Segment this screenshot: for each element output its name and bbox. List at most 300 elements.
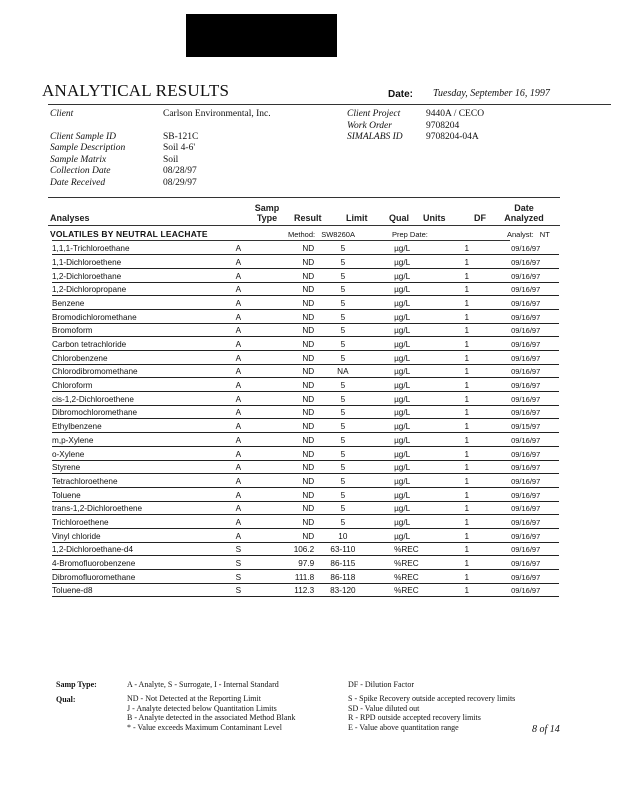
dilution-factor: 1 [441,323,492,337]
legend-qual-item: E - Value above quantitation range [348,722,459,732]
samp-type: A [214,501,263,515]
legend-qual-label: Qual: [56,695,76,704]
dilution-factor: 1 [441,542,492,556]
info-label: Sample Description [50,143,126,153]
qual-value [372,542,395,556]
result-value: ND [263,446,314,460]
result-value: ND [263,323,314,337]
analyst-label: Analyst: [507,230,534,239]
sample-info-left [50,109,330,189]
analyte-name: trans-1,2-Dichloroethene [52,501,214,515]
limit-value: 5 [314,433,371,447]
units-value: µg/L [394,419,441,433]
limit-value: 5 [314,351,371,365]
legend-qual-item: ND - Not Detected at the Reporting Limit [127,694,261,703]
result-value: ND [263,364,314,378]
col-header-analyses: Analyses [50,213,90,223]
date-analyzed: 09/16/97 [492,364,559,378]
limit-value: 5 [314,501,371,515]
result-value: ND [263,268,314,282]
samp-type: A [214,528,263,542]
analyte-name: 1,2-Dichloroethane [52,268,214,282]
qual-value [372,446,395,460]
limit-value: 5 [314,309,371,323]
analyte-name: Ethylbenzene [52,419,214,433]
info-value: Carlson Environmental, Inc. [163,109,271,119]
sample-info-right [347,109,587,144]
result-value: 111.8 [263,570,314,584]
table-row [52,351,559,365]
samp-type: A [214,405,263,419]
table-row [52,364,559,378]
analyte-name: Dibromofluoromethane [52,570,214,584]
legend-df-text: DF - Dilution Factor [348,680,414,689]
info-value: 9440A / CECO [426,109,485,119]
table-row [52,570,559,584]
analyte-name: 1,2-Dichloroethane-d4 [52,542,214,556]
page-number: 8 of 14 [532,724,560,735]
date-analyzed: 09/16/97 [492,337,559,351]
dilution-factor: 1 [441,570,492,584]
table-row [52,296,559,310]
date-analyzed: 09/16/97 [492,583,559,597]
analyte-name: 1,2-Dichloropropane [52,282,214,296]
info-label: Collection Date [50,166,111,176]
page-title: ANALYTICAL RESULTS [42,81,230,100]
result-value: ND [263,351,314,365]
table-row [52,433,559,447]
header-divider [48,104,611,105]
qual-value [372,282,395,296]
results-table [52,241,559,597]
analyte-name: m,p-Xylene [52,433,214,447]
analyte-name: Toluene [52,487,214,501]
section-title: VOLATILES BY NEUTRAL LEACHATE [50,229,208,239]
date-analyzed: 09/16/97 [492,241,559,255]
units-value: %REC [394,583,441,597]
qual-value [372,474,395,488]
dilution-factor: 1 [441,309,492,323]
units-value: µg/L [394,515,441,529]
date-analyzed: 09/16/97 [492,570,559,584]
analyte-name: Chloroform [52,378,214,392]
info-value: 08/29/97 [163,177,197,188]
method-label: Method: [288,230,316,239]
result-value: ND [263,487,314,501]
qual-value [372,309,395,323]
analyte-name: Trichloroethene [52,515,214,529]
qual-value [372,351,395,365]
samp-type: A [214,392,263,406]
limit-value: 5 [314,446,371,460]
info-value: 08/28/97 [163,166,197,176]
units-value: %REC [394,570,441,584]
date-analyzed: 09/16/97 [492,487,559,501]
info-value: SB-121C [163,131,199,142]
table-row [52,268,559,282]
dilution-factor: 1 [441,392,492,406]
units-value: %REC [394,542,441,556]
dilution-factor: 1 [441,268,492,282]
info-row-collection-date [50,166,330,178]
legend-qual-item: B - Analyte detected in the associated Method Blank [127,713,296,722]
date-analyzed: 09/16/97 [492,378,559,392]
table-row [52,337,559,351]
method-value: SW8260A [321,230,355,239]
dilution-factor: 1 [441,583,492,597]
table-row [52,446,559,460]
dilution-factor: 1 [441,419,492,433]
units-value: µg/L [394,460,441,474]
dilution-factor: 1 [441,296,492,310]
result-value: ND [263,296,314,310]
units-value: µg/L [394,241,441,255]
date-analyzed: 09/16/97 [492,351,559,365]
dilution-factor: 1 [441,501,492,515]
units-value: µg/L [394,446,441,460]
info-row-client-project [347,109,587,121]
info-row-simalabs-id [347,132,587,144]
units-value: µg/L [394,487,441,501]
dilution-factor: 1 [441,364,492,378]
samp-type: A [214,282,263,296]
table-row [52,474,559,488]
samp-type: S [214,570,263,584]
limit-value: 5 [314,282,371,296]
table-row [52,583,559,597]
units-value: µg/L [394,405,441,419]
samp-type: A [214,268,263,282]
info-value: Soil [163,154,179,165]
analyte-name: Bromodichloromethane [52,309,214,323]
samp-type: S [214,556,263,570]
date-analyzed: 09/16/97 [492,460,559,474]
limit-value: 5 [314,474,371,488]
qual-value [372,378,395,392]
units-value: µg/L [394,323,441,337]
section-prep-date [392,230,428,239]
col-header-limit: Limit [346,213,368,223]
table-row [52,378,559,392]
limit-value: 5 [314,487,371,501]
analyte-name: Bromoform [52,323,214,337]
table-row [52,282,559,296]
samp-type: A [214,460,263,474]
units-value: µg/L [394,337,441,351]
result-value: ND [263,501,314,515]
info-label: Date Received [50,177,106,188]
qual-value [372,405,395,419]
result-value: ND [263,255,314,269]
qual-value [372,323,395,337]
info-row-client-sample-id [50,132,330,144]
dilution-factor: 1 [441,528,492,542]
dilution-factor: 1 [441,405,492,419]
dilution-factor: 1 [441,433,492,447]
dilution-factor: 1 [441,515,492,529]
legend-samp-type-text: A - Analyte, S - Surrogate, I - Internal Standard [127,680,279,689]
limit-value: 5 [314,255,371,269]
info-label: Sample Matrix [50,154,107,165]
info-label: Client Sample ID [50,131,116,142]
limit-value: 5 [314,323,371,337]
result-value: ND [263,392,314,406]
samp-type: A [214,337,263,351]
limit-value: 5 [314,392,371,406]
qual-value [372,583,395,597]
dilution-factor: 1 [441,487,492,501]
qual-value [372,528,395,542]
samp-type: A [214,474,263,488]
info-value: 9708204-04A [426,132,479,142]
units-value: µg/L [394,392,441,406]
qual-value [372,364,395,378]
col-header-df: DF [474,213,486,223]
col-header-result: Result [294,213,322,223]
samp-type: A [214,378,263,392]
samp-type: A [214,487,263,501]
samp-type: A [214,351,263,365]
report-date-value: Tuesday, September 16, 1997 [433,88,550,99]
units-value: µg/L [394,378,441,392]
limit-value: 5 [314,241,371,255]
limit-value: 5 [314,268,371,282]
dilution-factor: 1 [441,282,492,296]
col-header-units: Units [423,213,446,223]
limit-value: 5 [314,405,371,419]
info-label: Client [50,109,74,119]
dilution-factor: 1 [441,337,492,351]
dilution-factor: 1 [441,446,492,460]
limit-value: 86-115 [314,556,371,570]
info-row-client [50,109,330,121]
analyte-name: Chlorodibromomethane [52,364,214,378]
samp-type: A [214,241,263,255]
qual-value [372,392,395,406]
result-value: ND [263,378,314,392]
dilution-factor: 1 [441,378,492,392]
section-analyst [507,230,550,239]
legend-qual-item: S - Spike Recovery outside accepted recovery limits [348,694,516,703]
units-value: µg/L [394,296,441,310]
dilution-factor: 1 [441,556,492,570]
legend-qual-item: SD - Value diluted out [348,703,420,713]
qual-value [372,296,395,310]
table-row [52,542,559,556]
table-row [52,419,559,433]
result-value: 112.3 [263,583,314,597]
result-value: ND [263,282,314,296]
qual-value [372,419,395,433]
result-value: ND [263,474,314,488]
units-value: µg/L [394,309,441,323]
date-analyzed: 09/16/97 [492,309,559,323]
analyte-name: 1,1,1-Trichloroethane [52,241,214,255]
qual-value [372,487,395,501]
result-value: 106.2 [263,542,314,556]
samp-type: A [214,323,263,337]
samp-type: A [214,446,263,460]
result-value: ND [263,433,314,447]
table-row [52,487,559,501]
col-header-date-analyzed: Date Analyzed [504,203,544,223]
table-row [52,323,559,337]
prep-date-label: Prep Date: [392,230,428,239]
samp-type: A [214,296,263,310]
analyte-name: Carbon tetrachloride [52,337,214,351]
result-value: ND [263,460,314,474]
table-row [52,501,559,515]
table-row [52,556,559,570]
date-analyzed: 09/16/97 [492,501,559,515]
dilution-factor: 1 [441,460,492,474]
limit-value: 5 [314,419,371,433]
col-header-qual: Qual [389,213,410,223]
dilution-factor: 1 [441,474,492,488]
legend-left [56,680,336,740]
qual-value [372,337,395,351]
dilution-factor: 1 [441,351,492,365]
date-analyzed: 09/16/97 [492,392,559,406]
limit-value: 5 [314,378,371,392]
qual-value [372,570,395,584]
date-analyzed: 09/16/97 [492,405,559,419]
result-value: ND [263,309,314,323]
units-value: µg/L [394,282,441,296]
qual-value [372,556,395,570]
table-row [52,528,559,542]
info-divider [48,197,560,198]
units-value: µg/L [394,528,441,542]
info-row-sample-matrix [50,155,330,167]
analyte-name: o-Xylene [52,446,214,460]
legend-qual-item: J - Analyte detected below Quantitation Limits [127,703,277,713]
results-table-body [52,241,559,597]
dilution-factor: 1 [441,255,492,269]
date-analyzed: 09/16/97 [492,323,559,337]
limit-value: 5 [314,515,371,529]
date-analyzed: 09/15/97 [492,419,559,433]
units-value: µg/L [394,268,441,282]
units-value: µg/L [394,255,441,269]
dilution-factor: 1 [441,241,492,255]
table-row [52,460,559,474]
units-value: µg/L [394,351,441,365]
date-analyzed: 09/16/97 [492,515,559,529]
info-row-sample-description [50,143,330,155]
samp-type: A [214,433,263,447]
date-analyzed: 09/16/97 [492,268,559,282]
analyte-name: 1,1-Dichloroethene [52,255,214,269]
report-date-label: Date: [388,89,414,100]
date-analyzed: 09/16/97 [492,433,559,447]
date-analyzed: 09/16/97 [492,542,559,556]
result-value: 97.9 [263,556,314,570]
legend-qual-item: R - RPD outside accepted recovery limits [348,713,481,722]
table-row [52,392,559,406]
samp-type: A [214,255,263,269]
result-value: ND [263,419,314,433]
qual-value [372,460,395,474]
analyte-name: Tetrachloroethene [52,474,214,488]
limit-value: 10 [314,528,371,542]
result-value: ND [263,528,314,542]
units-value: µg/L [394,433,441,447]
info-value: Soil 4-6' [163,143,196,153]
table-row [52,515,559,529]
result-value: ND [263,241,314,255]
samp-type: S [214,583,263,597]
legend-samp-type-label: Samp Type: [56,680,97,689]
units-value: %REC [394,556,441,570]
table-row [52,241,559,255]
samp-type: A [214,419,263,433]
col-header-divider [48,225,560,226]
analyte-name: cis-1,2-Dichloroethene [52,392,214,406]
info-row-work-order [347,121,587,133]
limit-value: 5 [314,460,371,474]
limit-value: 63-110 [314,542,371,556]
date-analyzed: 09/16/97 [492,255,559,269]
info-value: 9708204 [426,120,460,131]
analyte-name: Styrene [52,460,214,474]
date-analyzed: 09/16/97 [492,282,559,296]
info-label: SIMALABS ID [347,132,403,142]
table-row [52,255,559,269]
legend-qual-item: * - Value exceeds Maximum Contaminant Level [127,722,282,732]
table-row [52,405,559,419]
info-label: Work Order [347,120,392,131]
limit-value: 5 [314,337,371,351]
samp-type: A [214,364,263,378]
redacted-logo-block [186,14,337,57]
limit-value: 5 [314,296,371,310]
date-analyzed: 09/16/97 [492,474,559,488]
qual-value [372,433,395,447]
analyte-name: Toluene-d8 [52,583,214,597]
units-value: µg/L [394,364,441,378]
info-row-date-received [50,178,330,190]
limit-value: 83-120 [314,583,371,597]
samp-type: A [214,309,263,323]
samp-type: S [214,542,263,556]
analyte-name: 4-Bromofluorobenzene [52,556,214,570]
info-label: Client Project [347,109,401,119]
result-value: ND [263,337,314,351]
date-analyzed: 09/16/97 [492,296,559,310]
analyte-name: Dibromochloromethane [52,405,214,419]
analyte-name: Benzene [52,296,214,310]
result-value: ND [263,515,314,529]
date-analyzed: 09/16/97 [492,528,559,542]
qual-value [372,515,395,529]
section-method [288,230,355,239]
units-value: µg/L [394,501,441,515]
result-value: ND [263,405,314,419]
table-row [52,309,559,323]
analyte-name: Vinyl chloride [52,528,214,542]
date-analyzed: 09/16/97 [492,446,559,460]
date-analyzed: 09/16/97 [492,556,559,570]
samp-type: A [214,515,263,529]
limit-value: NA [314,364,371,378]
qual-value [372,241,395,255]
qual-value [372,268,395,282]
analyte-name: Chlorobenzene [52,351,214,365]
analyst-value: NT [539,230,550,239]
limit-value: 86-118 [314,570,371,584]
qual-value [372,255,395,269]
